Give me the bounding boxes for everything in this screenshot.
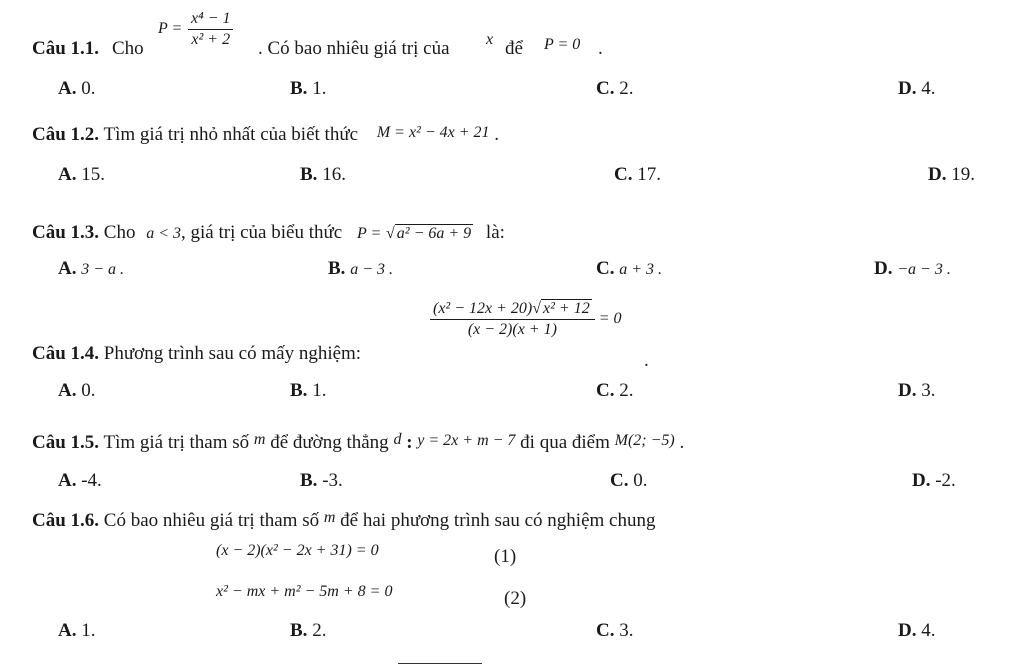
variable: x (486, 31, 494, 48)
option-a[interactable]: A. 1. (58, 620, 96, 641)
option-a[interactable]: A. 15. (58, 164, 105, 185)
colon: : (406, 432, 413, 453)
option-d[interactable]: D. 19. (928, 164, 975, 185)
question-text: . Có bao nhiêu giá trị của (258, 38, 450, 59)
question-end: . (494, 124, 500, 145)
question-text: đi qua điểm (520, 432, 610, 453)
option-c[interactable]: C. a + 3 . (596, 258, 663, 279)
param: m (253, 431, 266, 448)
option-b[interactable]: B. -3. (300, 470, 343, 491)
question-end: . (598, 38, 603, 59)
question-text: Phương trình sau có mấy nghiệm: (103, 343, 362, 364)
question-label: Câu 1.1. (32, 38, 100, 59)
question-text: Cho (112, 38, 144, 59)
sqrt-expression: √ a² − 6a + 9 (386, 225, 472, 242)
equation-rhs: = 0 (598, 310, 622, 328)
formula: y = 2x + m − 7 (417, 432, 516, 449)
question-label: Câu 1.4. (32, 343, 100, 364)
question-1-6 (32, 510, 655, 532)
option-d[interactable]: D. 3. (898, 380, 936, 401)
option-b[interactable]: B. a − 3 . (328, 258, 393, 279)
question-end: . (679, 432, 685, 453)
equation-1: (x − 2)(x² − 2x + 31) = 0 (216, 542, 379, 559)
formula-lhs: P = (356, 225, 382, 242)
formula: M = x² − 4x + 21 (376, 124, 490, 141)
question-1-2 (32, 124, 499, 146)
question-text: Cho (103, 222, 136, 243)
option-b[interactable]: B. 16. (300, 164, 346, 185)
equation-2: x² − mx + m² − 5m + 8 = 0 (216, 583, 393, 600)
question-end: . (644, 350, 649, 371)
option-c[interactable]: C. 3. (596, 620, 634, 641)
question-end: là: (485, 222, 505, 243)
condition: a < 3 (146, 225, 182, 242)
question-text: để (505, 38, 523, 59)
equation-2-tag: (2) (504, 588, 527, 609)
point: M(2; −5) (614, 432, 675, 449)
option-a[interactable]: A. -4. (58, 470, 102, 491)
option-b[interactable]: B. 2. (290, 620, 327, 641)
option-a[interactable]: A. 3 − a . (58, 258, 125, 279)
option-c[interactable]: C. 0. (610, 470, 648, 491)
question-text: , giá trị của biểu thức (181, 222, 343, 243)
question-text: Tìm giá trị nhỏ nhất của biết thức (103, 124, 359, 145)
question-text: Tìm giá trị tham số (103, 432, 250, 453)
formula: P = 0 (544, 36, 581, 53)
line-name: d (393, 431, 402, 448)
option-a[interactable]: A. 0. (58, 380, 96, 401)
option-c[interactable]: C. 17. (614, 164, 661, 185)
option-b[interactable]: B. 1. (290, 380, 327, 401)
option-d[interactable]: D. -2. (912, 470, 956, 491)
question-1-5 (32, 432, 684, 454)
question-text: để đường thẳng (270, 432, 389, 453)
question-1-4 (32, 343, 361, 365)
formula-fraction: $\frac{\text{x⁴ − 1}}{\text{x² + 2}}$ (188, 10, 233, 49)
option-b[interactable]: B. 1. (290, 78, 327, 99)
option-d[interactable]: D. −a − 3 . (874, 258, 951, 279)
question-1-3 (32, 222, 505, 244)
question-label: Câu 1.3. (32, 222, 100, 243)
option-c[interactable]: C. 2. (596, 78, 634, 99)
option-a[interactable]: A. 0. (58, 78, 96, 99)
option-c[interactable]: C. 2. (596, 380, 634, 401)
formula-lhs: P = (158, 20, 183, 37)
question-text: để hai phương trình sau có nghiệm chung (340, 510, 656, 531)
question-label: Câu 1.2. (32, 124, 100, 145)
cropped-overline (398, 663, 482, 664)
question-label: Câu 1.5. (32, 432, 100, 453)
option-d[interactable]: D. 4. (898, 78, 936, 99)
question-text: Có bao nhiêu giá trị tham số (103, 510, 320, 531)
option-d[interactable]: D. 4. (898, 620, 936, 641)
param: m (323, 509, 336, 526)
equation-fraction: $\frac{\text{(x² − 12x + 20)√ x² + 12}}{(x - 2)(x + 1)}$ = 0 (430, 300, 622, 339)
question-label: Câu 1.6. (32, 510, 100, 531)
equation-1-tag: (1) (494, 546, 517, 567)
